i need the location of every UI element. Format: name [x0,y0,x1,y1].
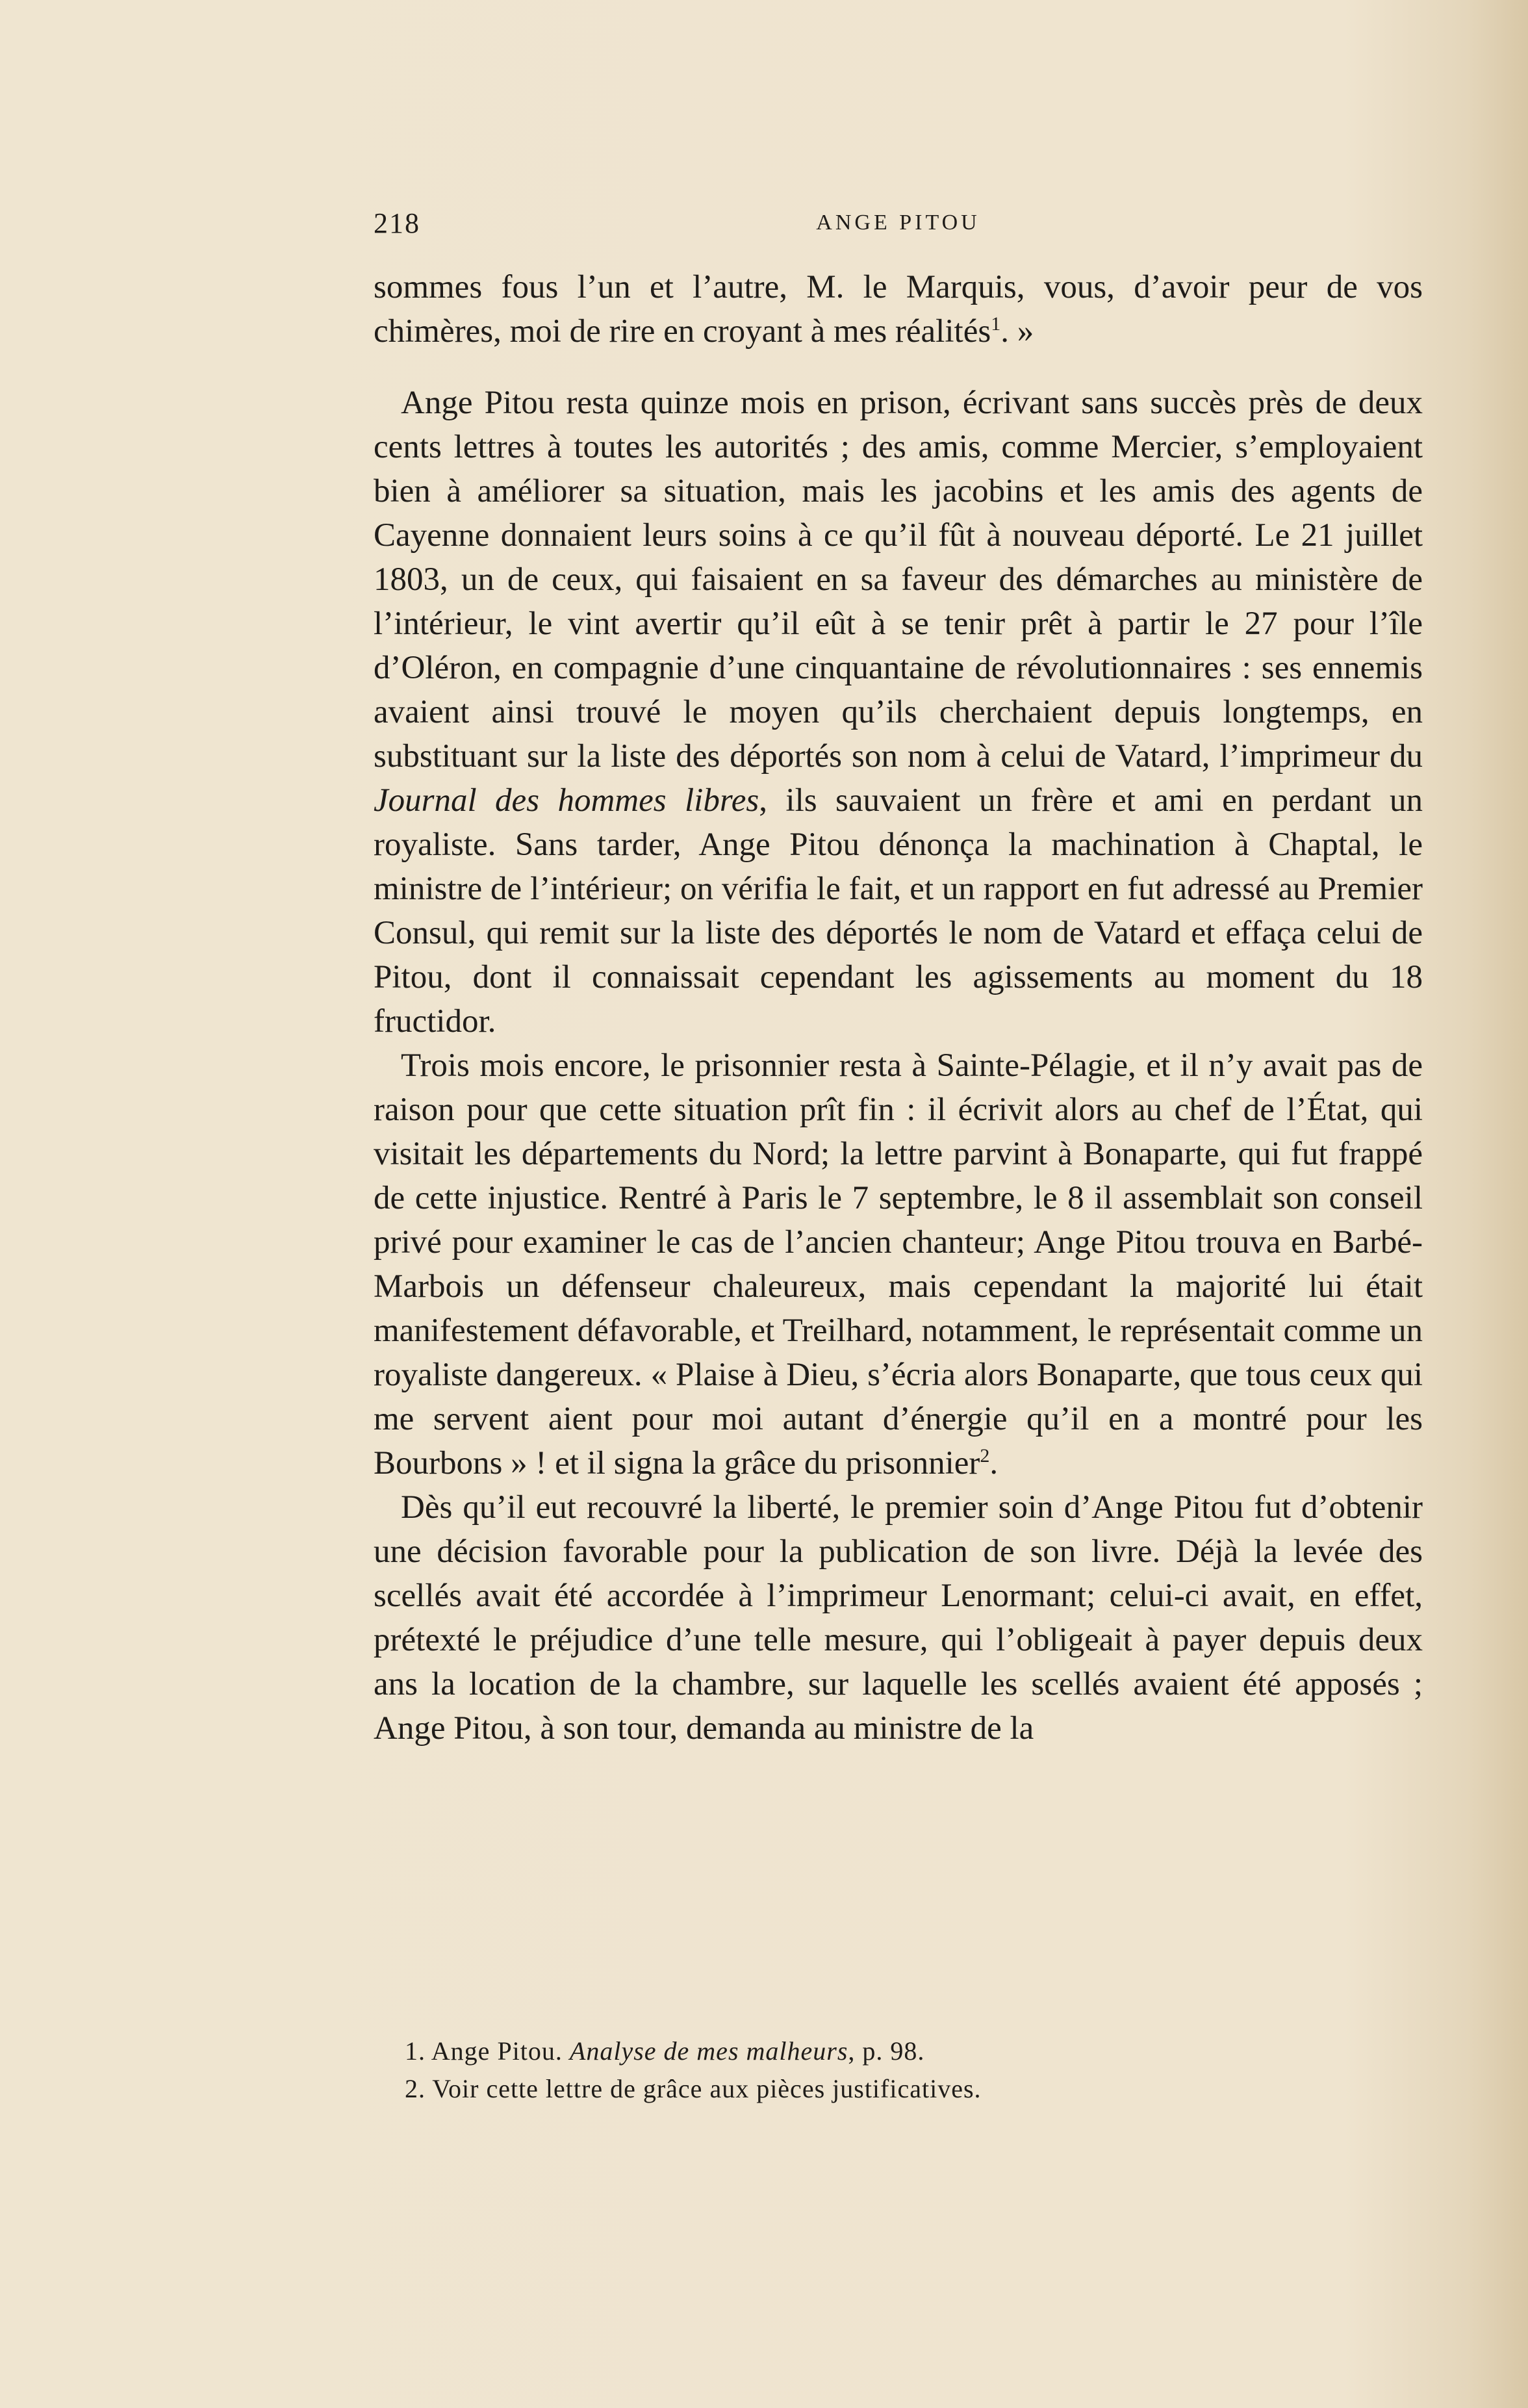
page-number: 218 [374,207,420,239]
paragraph-tail: . [989,1445,999,1481]
footnote-number: 1. [405,2036,426,2066]
paragraph [374,1485,1423,1750]
body-text [374,265,1423,1750]
paragraph [374,1044,1423,1485]
paragraph [374,381,1423,1044]
footnote-text: Ange Pitou. [431,2036,570,2066]
footnote-text: Voir cette lettre de grâce aux pièces justificatives. [432,2074,982,2103]
footnote-ref: 1 [991,313,1001,335]
footnote-ref: 2 [980,1445,990,1467]
paragraph-tail: , ils sauvaient un frère et ami en perdant un royaliste. Sans tarder, Ange Pitou dénonça la machination à Chaptal, le ministre de l’intérieur; on vérifia le fait, et un rapport en fut adressé au Premier Consul, qui remit sur la liste des déportés le nom de Vatard et effaça celui de Pitou, dont il connaissait cependant les agissements au moment du 18 fructidor. [374,782,1423,1040]
running-title: ANGE PITOU [816,211,980,235]
footnote-number: 2. [405,2074,426,2103]
paragraph-text: Dès qu’il eut recouvré la liberté, le premier soin d’Ange Pitou fut d’obtenir une décision favorable pour la publication de son livre. Déjà la levée des scellés avait été accordée à l’imprimeur Lenormant; celui-ci avait, en effet, prétexté le préjudice d’une telle mesure, qui l’obligeait à payer depuis deux ans la location de la chambre, sur laquelle les scellés avaient été apposés ; Ange Pitou, à son tour, demanda au ministre de la [374,1489,1423,1747]
footnotes [374,2034,1423,2109]
footnote [405,2034,1423,2069]
page-header [374,207,1423,246]
paragraph-continuation [374,265,1423,353]
journal-title: Journal des hommes libres [374,782,759,819]
footnote [405,2071,1423,2107]
footnote-suffix: , p. 98. [848,2036,925,2066]
paragraph-text: Trois mois encore, le prisonnier resta à Sainte-Pélagie, et il n’y avait pas de raison pour que cette situation prît fin : il écrivit alors au chef de l’État, qui visitait les départements du Nord; la lettre parvint à Bonaparte, qui fut frappé de cette injustice. Rentré à Paris le 7 septembre, le 8 il assemblait son conseil privé pour examiner le cas de l’ancien chanteur; Ange Pitou trouva en Barbé-Marbois un défenseur chaleureux, mais cependant la majorité lui était manifestement défavorable, et Treilhard, notamment, le représentait comme un royaliste dangereux. « Plaise à Dieu, s’écria alors Bonaparte, que tous ceux qui me servent aient pour moi autant d’énergie qu’il en a montré pour les Bourbons » ! et il signa la grâce du prisonnier [374,1047,1423,1481]
paragraph-tail: . » [1000,313,1034,350]
paragraph-text: Ange Pitou resta quinze mois en prison, écrivant sans succès près de deux cents lettres à toutes les autorités ; des amis, comme Mercier, s’employaient bien à améliorer sa situation, mais les jacobins et les amis des agents de Cayenne donnaient leurs soins à ce qu’il fût à nouveau déporté. Le 21 juillet 1803, un de ceux, qui faisaient en sa faveur des démarches au ministère de l’intérieur, le vint avertir qu’il eût à se tenir prêt à partir le 27 pour l’île d’Oléron, en compagnie d’une cinquantaine de révolutionnaires : ses ennemis avaient ainsi trouvé le moyen qu’ils cherchaient depuis longtemps, en substituant sur la liste des déportés son nom à celui de Vatard, l’imprimeur du [374,385,1423,775]
footnote-book-title: Analyse de mes malheurs [569,2036,848,2066]
paragraph-text: sommes fous l’un et l’autre, M. le Marquis, vous, d’avoir peur de vos chimères, moi de rire en croyant à mes réalités [374,269,1423,350]
